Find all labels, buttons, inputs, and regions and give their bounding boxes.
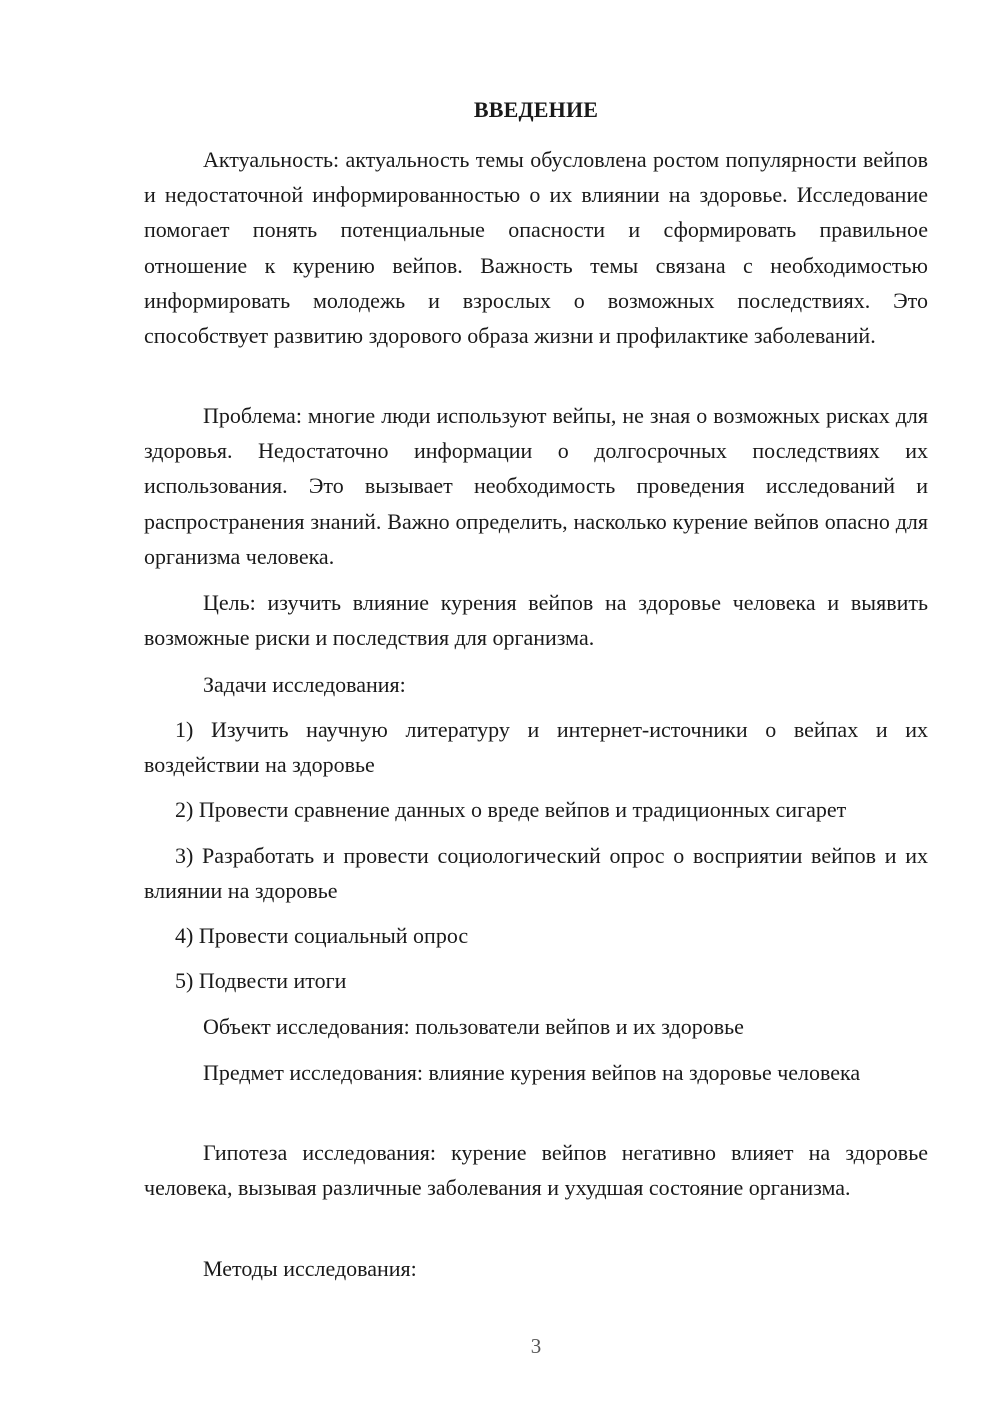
task-item-3: 3) Разработать и провести социологический опрос о восприятии вейпов и их влиянии на здоровье [144, 843, 928, 904]
tasks-title: Задачи исследования: [203, 672, 406, 697]
paragraph-subject: Предмет исследования: влияние курения вейпов на здоровье человека [203, 1060, 861, 1085]
task-item-5: 5) Подвести итоги [175, 968, 347, 993]
paragraph-object: Объект исследования: пользователи вейпов и их здоровье [203, 1014, 744, 1039]
paragraph-hypothesis: Гипотеза исследования: курение вейпов негативно влияет на здоровье человека, вызывая различные заболевания и ухудшая состояние организма. [144, 1140, 928, 1201]
section-heading: ВВЕДЕНИЕ [473, 97, 599, 122]
paragraph-relevance: Актуальность: актуальность темы обусловлена ростом популярности вейпов и недостаточной информированностью о их влиянии на здоровье. Исследование помогает понять потенциальные опасности и сформировать правильное отношение к курению вейпов. Важность темы связана с необходимостью информировать молодежь и взрослых о возможных последствиях. Это способствует развитию здорового образа жизни и профилактике заболеваний. [144, 147, 928, 349]
task-item-1: 1) Изучить научную литературу и интернет-источники о вейпах и их воздействии на здоровье [144, 717, 928, 778]
paragraph-goal: Цель: изучить влияние курения вейпов на здоровье человека и выявить возможные риски и последствия для организма. [144, 590, 928, 651]
task-item-4: 4) Провести социальный опрос [175, 923, 469, 948]
methods-title: Методы исследования: [203, 1256, 417, 1281]
page-number: 3 [530, 1334, 542, 1358]
paragraph-problem: Проблема: многие люди используют вейпы, не зная о возможных рисках для здоровья. Недостаточно информации о долгосрочных последствиях их использования. Это вызывает необходимость проведения исследований и распространения знаний. Важно определить, насколько курение вейпов опасно для организма человека. [144, 403, 928, 569]
task-item-2: 2) Провести сравнение данных о вреде вейпов и традиционных сигарет [175, 797, 847, 822]
